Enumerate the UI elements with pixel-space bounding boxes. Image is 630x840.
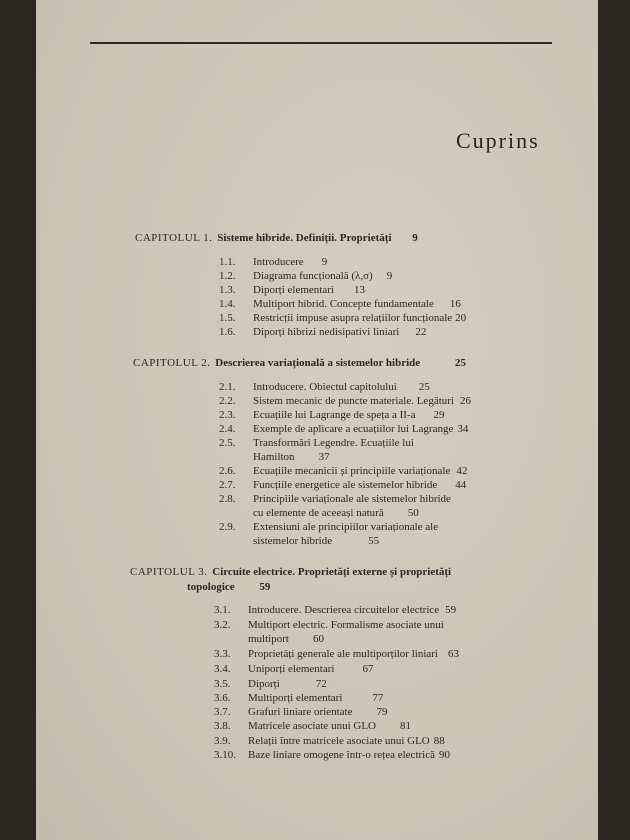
section-3-2: 3.2. Multiport electric. Formalisme asociate unui	[214, 619, 444, 631]
section-2-5-continued: Hamilton 37	[253, 451, 330, 463]
section-2-9-continued: sistemelor hibride 55	[253, 535, 380, 547]
section-2-2: 2.2. Sistem mecanic de puncte materiale. Legături 26	[219, 395, 471, 407]
section-3-10: 3.10. Baze liniare omogene într-o rețea electrică 90	[214, 749, 450, 761]
chapter-3-heading	[130, 566, 451, 578]
section-2-8-continued: cu elemente de aceeași natură 50	[253, 507, 419, 519]
section-1-5: 1.5. Restricții impuse asupra relațiilor funcționale 20	[219, 312, 467, 324]
chapter-page: 25	[454, 357, 466, 369]
section-3-9: 3.9. Relații între matricele asociate unui GLO 88	[214, 735, 445, 747]
chapter-3-heading-continued	[187, 581, 270, 593]
section-2-3: 2.3. Ecuațiile lui Lagrange de speța a II-a 29	[219, 409, 445, 421]
chapter-title: Descrierea variațională a sistemelor hibride	[215, 357, 421, 369]
page-title: Cuprins	[456, 128, 540, 153]
section-1-4: 1.4. Multiport hibrid. Concepte fundamentale 16	[219, 298, 461, 310]
section-2-1: 2.1. Introducere. Obiectul capitolului 25	[219, 381, 430, 393]
section-3-3: 3.3. Proprietăți generale ale multiporților liniari 63	[214, 648, 459, 660]
section-2-9: 2.9. Extensiuni ale principiilor variaționale ale	[219, 521, 439, 533]
section-2-5: 2.5. Transformări Legendre. Ecuațiile lui	[219, 437, 414, 449]
book-page	[36, 0, 598, 840]
section-3-2-continued: multiport 60	[248, 633, 324, 645]
chapter-2-heading	[133, 357, 466, 369]
chapter-title: Circuite electrice. Proprietăți externe și proprietăți	[212, 566, 452, 578]
chapter-label: CAPITOLUL 2.	[133, 357, 211, 369]
chapter-1-heading	[135, 232, 418, 244]
section-2-8: 2.8. Principiile variaționale ale sistemelor hibride	[219, 493, 451, 505]
chapter-page: 59	[259, 581, 271, 593]
section-3-1: 3.1. Introducere. Descrierea circuitelor electrice 59	[214, 604, 457, 616]
chapter-page: 9	[412, 232, 418, 244]
section-3-7: 3.7. Grafuri liniare orientate 79	[214, 706, 388, 718]
chapter-title-continued: topologice	[187, 581, 235, 593]
top-rule	[90, 42, 552, 44]
section-1-1: 1.1. Introducere 9	[219, 256, 328, 268]
section-3-8: 3.8. Matricele asociate unui GLO 81	[214, 720, 411, 732]
section-3-5: 3.5. Diporți 72	[214, 678, 327, 690]
section-3-4: 3.4. Uniporți elementari 67	[214, 663, 374, 675]
section-3-6: 3.6. Multiporți elementari 77	[214, 692, 384, 704]
section-2-4: 2.4. Exemple de aplicare a ecuațiilor lui Lagrange 34	[219, 423, 469, 435]
section-2-7: 2.7. Funcțiile energetice ale sistemelor hibride 44	[219, 479, 467, 491]
section-1-6: 1.6. Diporți hibrizi nedisipativi liniari 22	[219, 326, 427, 338]
section-1-2: 1.2. Diagrama funcțională (λ,σ) 9	[219, 270, 393, 282]
chapter-label: CAPITOLUL 1.	[135, 232, 213, 244]
chapter-title: Sisteme hibride. Definiții. Proprietăți	[217, 232, 392, 244]
section-1-3: 1.3. Diporți elementari 13	[219, 284, 365, 296]
chapter-label: CAPITOLUL 3.	[130, 566, 208, 578]
section-2-6: 2.6. Ecuațiile mecanicii și principiile variaționale 42	[219, 465, 468, 477]
